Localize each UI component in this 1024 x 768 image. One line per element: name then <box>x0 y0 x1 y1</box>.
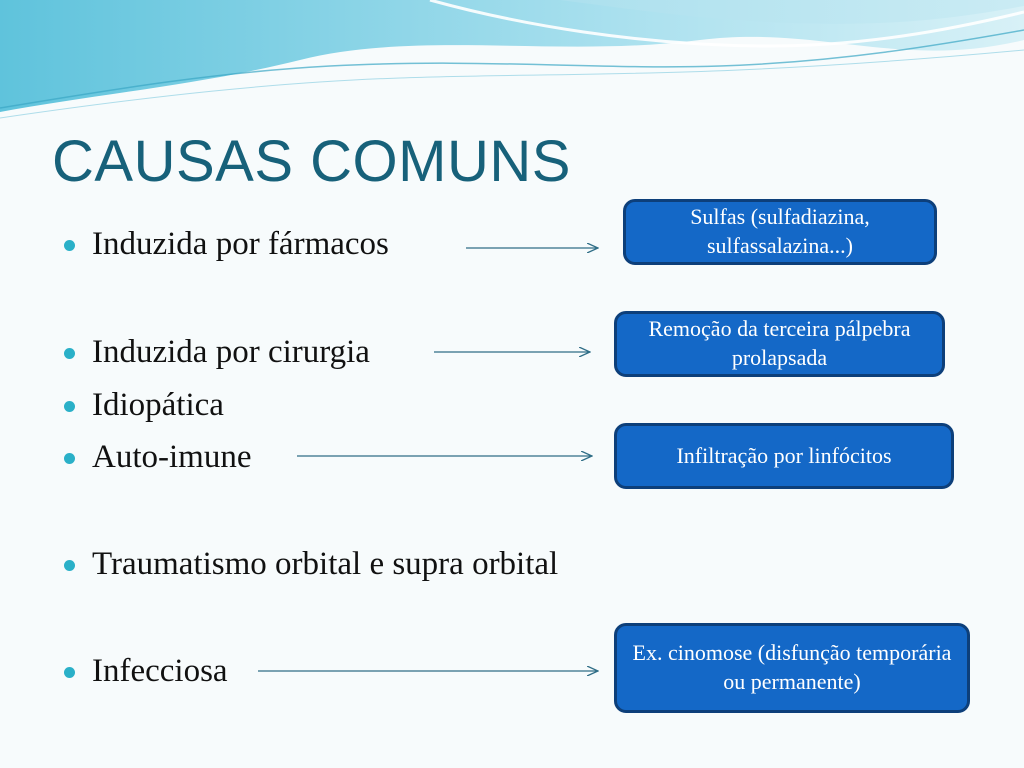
header-wave-decoration <box>0 0 1024 130</box>
bullet-text: Auto-imune <box>92 439 252 475</box>
note-box <box>614 311 945 377</box>
note-box <box>614 623 970 713</box>
bullet-dot-icon <box>64 240 75 251</box>
bullet-item <box>64 441 251 474</box>
bullet-text: Induzida por cirurgia <box>92 334 370 370</box>
bullet-item <box>64 336 370 369</box>
bullet-text: Infecciosa <box>92 653 228 689</box>
bullet-dot-icon <box>64 560 75 571</box>
slide-title: CAUSAS COMUNS <box>52 129 571 194</box>
bullet-item <box>64 389 224 422</box>
note-text: Infiltração por linfócitos <box>676 442 892 468</box>
bullet-dot-icon <box>64 348 75 359</box>
bullet-text: Traumatismo orbital e supra orbital <box>92 546 559 582</box>
bullet-dot-icon <box>64 401 75 412</box>
bullet-dot-icon <box>64 667 75 678</box>
note-text: Remoção da terceira pálpebra prolapsada <box>648 316 911 370</box>
note-text: Sulfas (sulfadiazina, sulfassalazina...) <box>690 204 870 258</box>
bullet-text: Induzida por fármacos <box>92 226 389 262</box>
bullet-item <box>64 228 389 261</box>
bullet-text: Idiopática <box>92 387 224 423</box>
note-box <box>623 199 937 265</box>
note-text: Ex. cinomose (disfunção temporária ou permanente) <box>632 640 952 694</box>
bullet-item <box>64 548 558 581</box>
bullet-item <box>64 655 228 688</box>
note-box <box>614 423 954 489</box>
bullet-dot-icon <box>64 453 75 464</box>
